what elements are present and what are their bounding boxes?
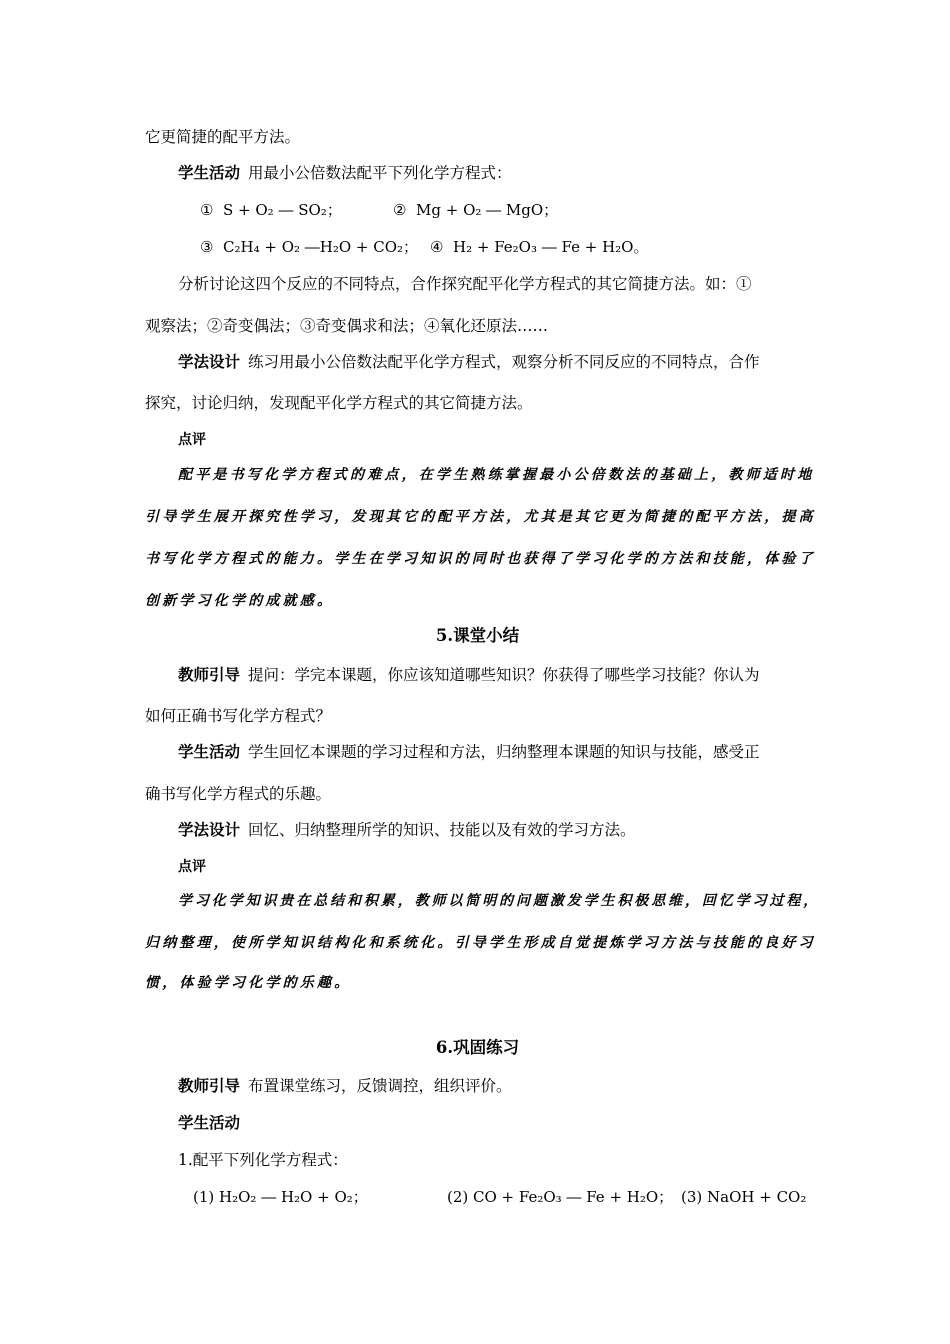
comment-label: 点评 [178,432,206,448]
teacher-guide-text: 布置课堂练习，反馈调控，组织评价。 [248,1077,512,1095]
student-activity-text: 学生回忆本课题的学习过程和方法，归纳整理本课题的知识与技能，感受正 [248,743,760,761]
study-design-continuation: 探究，讨论归纳，发现配平化学方程式的其它简捷方法。 [145,394,533,412]
teacher-guide-continuation: 如何正确书写化学方程式？ [145,707,332,725]
teacher-guide-paragraph [178,1075,843,1097]
equation-3: ③ C₂H₄ + O₂ ―H₂O + CO₂； [200,238,419,256]
study-design-text: 回忆、归纳整理所学的知识、技能以及有效的学习方法。 [248,821,636,839]
exercise-equation-1: (1) H₂O₂ ― H₂O + O₂； [193,1188,368,1206]
exercise-question: 1.配平下列化学方程式： [178,1151,348,1169]
comment-line: 创新学习化学的成就感。 [145,593,335,609]
comment-line: 书写化学方程式的能力。学生在学习知识的同时也获得了学习化学的方法和技能，体验了 [145,551,816,567]
student-activity-label: 学生活动 [178,1113,241,1132]
comment-line: 惯，体验学习化学的乐趣。 [145,975,352,991]
section-heading-5: 5.课堂小结 [435,626,520,645]
student-activity-paragraph [178,741,843,763]
study-design-paragraph [178,819,843,841]
student-activity-label: 学生活动 [178,163,241,182]
teacher-guide-label: 教师引导 [178,665,241,684]
section-heading-6: 6.巩固练习 [435,1038,520,1057]
analysis-line-1: 分析讨论这四个反应的不同特点，合作探究配平化学方程式的其它简捷方法。如：① [178,275,752,293]
teacher-guide-paragraph [178,664,843,686]
student-activity-text: 用最小公倍数法配平下列化学方程式： [248,164,512,182]
study-design-label: 学法设计 [178,820,241,839]
comment-line: 学习化学知识贵在总结和积累，教师以简明的问题激发学生积极思维，回忆学习过程， [178,893,821,909]
teacher-guide-text: 提问：学完本课题，你应该知道哪些知识？你获得了哪些学习技能？你认为 [248,666,760,684]
student-activity-paragraph [178,162,843,184]
student-activity-label: 学生活动 [178,742,241,761]
study-design-paragraph [178,351,843,373]
exercise-equation-2: (2) CO + Fe₂O₃ ― Fe + H₂O； [447,1188,674,1206]
study-design-text: 练习用最小公倍数法配平化学方程式，观察分析不同反应的不同特点，合作 [248,353,760,371]
comment-line: 引导学生展开探究性学习，发现其它的配平方法，尤其是其它更为简捷的配平方法，提高 [145,509,816,525]
study-design-label: 学法设计 [178,352,241,371]
analysis-line-2: 观察法；②奇变偶法；③奇变偶求和法；④氧化还原法…… [145,317,549,335]
student-activity-continuation: 确书写化学方程式的乐趣。 [145,785,332,803]
comment-label: 点评 [178,859,206,875]
continuation-line: 它更简捷的配平方法。 [145,128,301,146]
exercise-equation-3: (3) NaOH + CO₂ [681,1188,807,1206]
teacher-guide-label: 教师引导 [178,1076,241,1095]
equation-4: ④ H₂ + Fe₂O₃ ― Fe + H₂O。 [430,238,649,256]
equation-2: ② Mg + O₂ ― MgO； [393,201,559,219]
comment-line: 归纳整理，使所学知识结构化和系统化。引导学生形成自觉提炼学习方法与技能的良好习 [145,935,816,951]
equation-1: ① S + O₂ ― SO₂； [200,201,342,219]
comment-line: 配平是书写化学方程式的难点，在学生熟练掌握最小公倍数法的基础上，教师适时地 [178,467,815,483]
